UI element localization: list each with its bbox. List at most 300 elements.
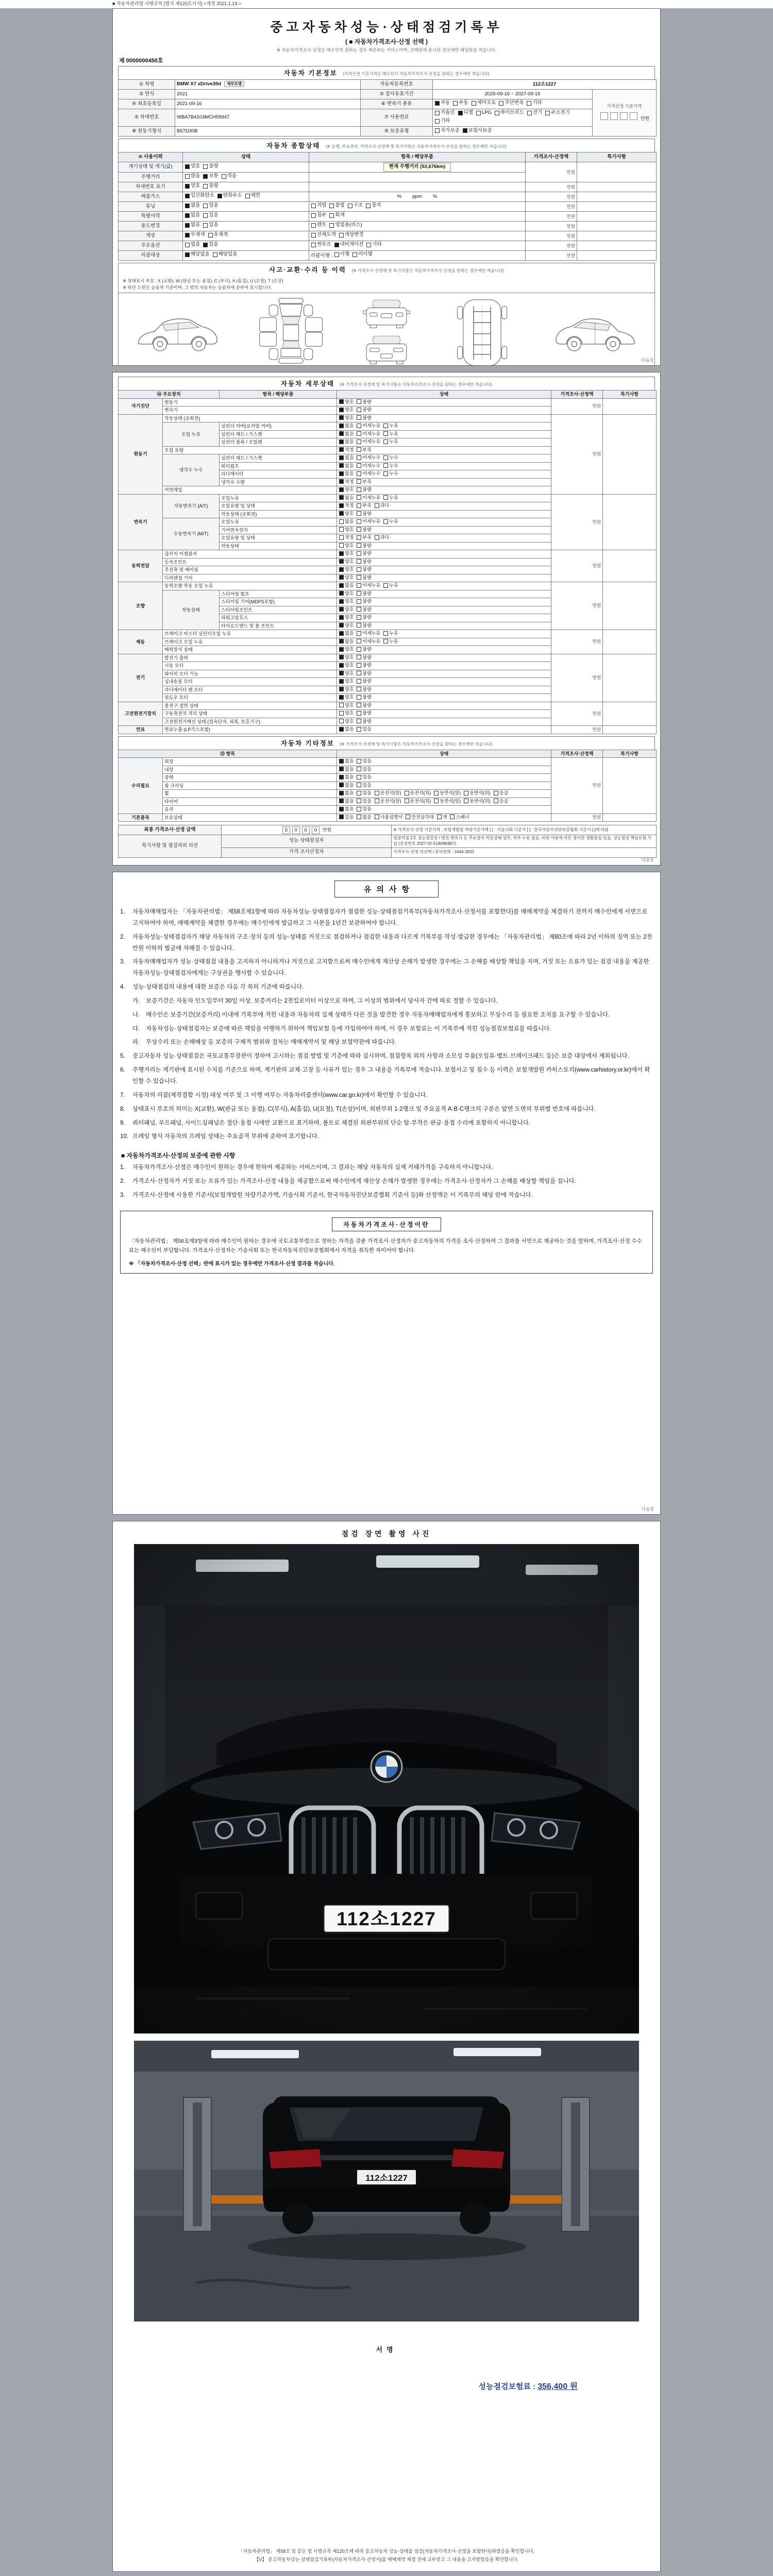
checkbox-unchecked[interactable] xyxy=(375,502,389,509)
checkbox-unchecked[interactable] xyxy=(203,212,218,219)
checkbox-checked[interactable] xyxy=(339,678,354,684)
option-cell[interactable] xyxy=(337,662,551,670)
checkbox-checked[interactable] xyxy=(339,646,354,652)
checkbox-unchecked[interactable] xyxy=(357,558,371,565)
checkbox-label: 누유 xyxy=(389,519,398,524)
checkbox-unchecked[interactable] xyxy=(375,790,401,796)
checkbox-unchecked[interactable] xyxy=(339,710,354,716)
option-cell[interactable] xyxy=(337,518,551,527)
option-cell[interactable] xyxy=(183,222,309,231)
checkbox-unchecked[interactable] xyxy=(405,798,431,804)
checkbox-unchecked[interactable] xyxy=(357,694,371,700)
checkbox-unchecked[interactable] xyxy=(357,654,371,660)
option-cell[interactable] xyxy=(337,454,551,463)
option-cell[interactable] xyxy=(183,212,309,222)
checkbox-checked[interactable] xyxy=(339,758,354,764)
option-cell[interactable] xyxy=(337,606,551,614)
checkbox-unchecked[interactable] xyxy=(357,422,380,429)
option-cell[interactable] xyxy=(433,99,593,109)
checkbox-unchecked[interactable] xyxy=(357,710,371,716)
checkbox-box-icon xyxy=(366,243,371,247)
checkbox-unchecked[interactable] xyxy=(357,470,380,477)
option-cell[interactable] xyxy=(337,462,551,470)
checkbox-unchecked[interactable] xyxy=(434,798,461,804)
option-cell[interactable] xyxy=(337,622,551,630)
option-cell[interactable] xyxy=(337,542,551,550)
cell-text: ① 차명 xyxy=(139,81,155,87)
checkbox-unchecked[interactable] xyxy=(357,479,371,485)
cell xyxy=(163,638,337,646)
checkbox-unchecked[interactable] xyxy=(357,806,371,812)
checkbox-box-icon xyxy=(357,599,361,604)
checkbox-checked[interactable] xyxy=(458,110,473,116)
checkbox-checked[interactable] xyxy=(334,242,364,248)
option-cell[interactable] xyxy=(309,231,526,241)
checkbox-unchecked[interactable] xyxy=(357,511,371,517)
checkbox-unchecked[interactable] xyxy=(357,766,371,772)
checkbox-unchecked[interactable] xyxy=(383,638,398,645)
option-cell[interactable] xyxy=(337,654,551,662)
option-cell[interactable] xyxy=(337,550,551,558)
cell-text: 오일 유량 xyxy=(164,447,184,453)
checkbox-unchecked[interactable] xyxy=(185,173,200,180)
checkbox-unchecked[interactable] xyxy=(375,814,402,820)
checkbox-label: 누유 xyxy=(389,638,398,644)
checkbox-checked[interactable] xyxy=(339,798,354,804)
checkbox-unchecked[interactable] xyxy=(435,128,460,134)
checkbox-unchecked[interactable] xyxy=(357,534,371,540)
checkbox-checked[interactable] xyxy=(435,100,450,107)
checkbox-checked[interactable] xyxy=(339,438,354,445)
option-cell[interactable] xyxy=(337,702,551,710)
checkbox-checked[interactable] xyxy=(339,447,354,453)
checkbox-unchecked[interactable] xyxy=(329,222,362,229)
checkbox-checked[interactable] xyxy=(339,495,354,501)
option-cell[interactable] xyxy=(433,109,593,127)
checkbox-unchecked[interactable] xyxy=(435,110,455,116)
checkbox-checked[interactable] xyxy=(339,415,354,421)
option-cell[interactable] xyxy=(337,534,551,543)
checkbox-checked[interactable] xyxy=(339,814,354,820)
next-page-marker[interactable]: 다음장 xyxy=(641,1506,654,1512)
checkbox-unchecked[interactable] xyxy=(453,100,468,107)
checkbox-box-icon xyxy=(203,174,208,179)
checkbox-unchecked[interactable] xyxy=(357,574,371,581)
checkbox-unchecked[interactable] xyxy=(357,622,371,629)
option-cell[interactable] xyxy=(337,790,551,798)
option-cell[interactable] xyxy=(337,646,551,654)
checkbox-unchecked[interactable] xyxy=(476,110,492,116)
checkbox-checked[interactable] xyxy=(339,431,354,437)
option-cell[interactable] xyxy=(337,446,551,454)
checkbox-unchecked[interactable] xyxy=(213,251,238,258)
checkbox-checked[interactable] xyxy=(185,232,205,239)
checkbox-unchecked[interactable] xyxy=(357,463,380,469)
checkbox-unchecked[interactable] xyxy=(437,814,447,820)
checkbox-unchecked[interactable] xyxy=(357,415,371,421)
checkbox-box-icon xyxy=(383,423,388,428)
checkbox-unchecked[interactable] xyxy=(311,222,326,229)
checkbox-checked[interactable] xyxy=(185,202,200,209)
checkbox-unchecked[interactable] xyxy=(334,251,349,258)
checkbox-unchecked[interactable] xyxy=(357,630,380,636)
checkbox-unchecked[interactable] xyxy=(406,814,433,820)
checkbox-checked[interactable] xyxy=(339,463,354,469)
checkbox-label: 양호 xyxy=(345,551,354,556)
checkbox-checked[interactable] xyxy=(339,806,354,812)
option-cell[interactable] xyxy=(337,718,551,726)
checkbox-label: 적정 xyxy=(345,447,354,452)
checkbox-label: 있음 xyxy=(362,726,372,732)
option-cell[interactable] xyxy=(337,814,551,822)
checkbox-unchecked[interactable] xyxy=(383,470,398,477)
checkbox-unchecked[interactable] xyxy=(357,670,371,676)
option-cell[interactable] xyxy=(337,686,551,694)
checkbox-unchecked[interactable] xyxy=(357,550,371,556)
checkbox-checked[interactable] xyxy=(339,630,354,636)
checkbox-checked[interactable] xyxy=(339,622,354,629)
checkbox-unchecked[interactable] xyxy=(405,790,431,796)
checkbox-unchecked[interactable] xyxy=(545,110,570,116)
checkbox-unchecked[interactable] xyxy=(357,486,371,493)
checkbox-unchecked[interactable] xyxy=(464,798,491,804)
option-cell[interactable] xyxy=(337,494,551,502)
checkbox-unchecked[interactable] xyxy=(357,518,380,524)
checkbox-checked[interactable] xyxy=(339,406,354,413)
checkbox-checked[interactable] xyxy=(203,242,218,248)
checkbox-unchecked[interactable] xyxy=(339,527,354,533)
option-cell[interactable] xyxy=(337,630,551,638)
checkbox-label: 불량 xyxy=(362,567,372,572)
checkbox-checked[interactable] xyxy=(185,212,200,219)
checkbox-unchecked[interactable] xyxy=(357,438,380,445)
checkbox-unchecked[interactable] xyxy=(357,686,371,692)
checkbox-label: 누유 xyxy=(389,583,398,588)
option-cell[interactable] xyxy=(183,162,309,173)
checkbox-checked[interactable] xyxy=(339,694,354,700)
checkbox-checked[interactable] xyxy=(339,454,354,461)
checkbox-unchecked[interactable] xyxy=(383,438,398,445)
checkbox-unchecked[interactable] xyxy=(348,202,363,209)
checkbox-unchecked[interactable] xyxy=(357,606,371,613)
checkbox-checked[interactable] xyxy=(339,582,354,588)
cell xyxy=(163,678,337,686)
option-cell[interactable] xyxy=(337,438,551,447)
option-cell[interactable] xyxy=(337,526,551,534)
checkbox-label: 안전삼각대 xyxy=(411,814,434,820)
checkbox-unchecked[interactable] xyxy=(329,202,344,209)
option-cell[interactable] xyxy=(337,502,551,511)
checkbox-unchecked[interactable] xyxy=(435,118,450,125)
checkbox-checked[interactable] xyxy=(463,128,492,134)
checkbox-box-icon xyxy=(357,815,361,819)
checkbox-unchecked[interactable] xyxy=(357,678,371,684)
checkbox-checked[interactable] xyxy=(339,774,354,780)
detail-model-tag[interactable]: 세부모델 xyxy=(224,81,244,87)
checkbox-unchecked[interactable] xyxy=(203,222,218,229)
checkbox-unchecked[interactable] xyxy=(357,399,371,405)
checkbox-label: 디젤 xyxy=(463,110,473,115)
checkbox-checked[interactable] xyxy=(339,614,354,620)
checkbox-box-icon xyxy=(357,655,361,659)
option-cell[interactable] xyxy=(337,406,551,415)
option-cell[interactable] xyxy=(337,582,551,590)
option-cell[interactable] xyxy=(337,470,551,479)
checkbox-checked[interactable] xyxy=(339,726,354,732)
option-cell[interactable] xyxy=(183,192,309,202)
checkbox-unchecked[interactable] xyxy=(311,212,326,219)
checkbox-unchecked[interactable] xyxy=(366,242,381,248)
option-cell[interactable] xyxy=(337,774,551,782)
checkbox-checked[interactable] xyxy=(339,654,354,660)
checkbox-unchecked[interactable] xyxy=(527,110,542,116)
checkbox-unchecked[interactable] xyxy=(357,543,371,549)
checkbox-checked[interactable] xyxy=(185,222,200,229)
checkbox-unchecked[interactable] xyxy=(464,790,491,796)
checkbox-unchecked[interactable] xyxy=(383,431,398,437)
checkbox-unchecked[interactable] xyxy=(245,193,260,199)
checkbox-checked[interactable] xyxy=(339,470,354,477)
checkbox-checked[interactable] xyxy=(203,173,218,180)
option-cell[interactable] xyxy=(337,566,551,574)
checkbox-box-icon xyxy=(339,615,344,620)
checkbox-label: 사용설명서 xyxy=(380,814,403,820)
checkbox-unchecked[interactable] xyxy=(499,100,524,107)
option-cell[interactable] xyxy=(309,212,526,222)
checkbox-box-icon xyxy=(339,815,344,819)
option-cell[interactable] xyxy=(309,202,526,212)
checkbox-checked[interactable] xyxy=(339,670,354,676)
checkbox-checked[interactable] xyxy=(339,399,354,405)
checkbox-checked[interactable] xyxy=(339,766,354,772)
checkbox-unchecked[interactable] xyxy=(357,758,371,764)
checkbox-unchecked[interactable] xyxy=(357,447,371,453)
option-cell[interactable] xyxy=(337,798,551,806)
option-cell[interactable] xyxy=(183,202,309,212)
checkbox-unchecked[interactable] xyxy=(203,202,218,209)
checkbox-unchecked[interactable] xyxy=(357,662,371,668)
checkbox-label: 장치 xyxy=(372,202,381,209)
option-cell[interactable] xyxy=(183,231,309,241)
option-cell[interactable] xyxy=(337,486,551,495)
option-cell[interactable] xyxy=(183,251,309,261)
checkbox-unchecked[interactable] xyxy=(383,495,398,501)
checkbox-unchecked[interactable] xyxy=(357,406,371,413)
option-cell[interactable] xyxy=(337,478,551,486)
checkbox-unchecked[interactable] xyxy=(339,232,364,239)
checkbox-unchecked[interactable] xyxy=(222,173,237,180)
checkbox-checked[interactable] xyxy=(339,566,354,572)
checkbox-checked[interactable] xyxy=(339,638,354,645)
checkbox-unchecked[interactable] xyxy=(208,232,228,239)
checkbox-unchecked[interactable] xyxy=(357,646,371,652)
checkbox-checked[interactable] xyxy=(217,193,242,199)
checkbox-unchecked[interactable] xyxy=(375,534,389,540)
checkbox-label: 없음 xyxy=(345,471,354,477)
option-cell[interactable] xyxy=(183,241,309,251)
checkbox-checked[interactable] xyxy=(339,662,354,668)
cell-text: ⑩ 사용이력 xyxy=(138,154,163,160)
checkbox-label: 누유 xyxy=(389,423,398,429)
checkbox-label: 미세누수 xyxy=(362,463,381,468)
checkbox-unchecked[interactable] xyxy=(339,718,354,724)
cell xyxy=(163,414,337,422)
checkbox-unchecked[interactable] xyxy=(357,638,380,645)
checkbox-unchecked[interactable] xyxy=(383,630,398,636)
checkbox-unchecked[interactable] xyxy=(494,790,508,796)
checkbox-unchecked[interactable] xyxy=(357,814,371,820)
checkbox-unchecked[interactable] xyxy=(357,495,380,501)
car-diagram-side-left xyxy=(133,304,223,361)
option-cell[interactable] xyxy=(433,127,593,137)
checkbox-checked[interactable] xyxy=(339,686,354,692)
checkbox-unchecked[interactable] xyxy=(339,543,354,549)
option-cell[interactable] xyxy=(337,766,551,774)
checkbox-box-icon xyxy=(495,111,499,115)
checkbox-unchecked[interactable] xyxy=(357,590,371,597)
table-row xyxy=(119,192,657,202)
option-cell[interactable] xyxy=(337,710,551,718)
checkbox-unchecked[interactable] xyxy=(357,502,371,509)
option-cell[interactable] xyxy=(337,574,551,582)
option-cell[interactable] xyxy=(309,222,526,231)
cell-text: 가격·조사산정자 xyxy=(289,849,324,855)
checkbox-unchecked[interactable] xyxy=(383,582,398,588)
cell xyxy=(526,231,577,241)
cell-text: 실린더 헤드 / 가스켓 xyxy=(221,455,262,461)
option-cell[interactable] xyxy=(337,726,551,734)
cell-text: 광택 xyxy=(164,775,174,781)
option-cell[interactable] xyxy=(337,694,551,702)
option-cell[interactable] xyxy=(337,430,551,438)
option-cell[interactable] xyxy=(309,251,526,261)
option-cell[interactable] xyxy=(337,678,551,686)
option-cell[interactable] xyxy=(337,414,551,422)
checkbox-unchecked[interactable] xyxy=(339,518,354,524)
checkbox-unchecked[interactable] xyxy=(203,163,218,170)
checkbox-unchecked[interactable] xyxy=(357,782,371,788)
checkbox-label: 가솔린 xyxy=(441,110,455,115)
checkbox-unchecked[interactable] xyxy=(357,798,371,804)
cell-text: 실내송풍 모터 xyxy=(164,679,193,685)
checkbox-unchecked[interactable] xyxy=(472,100,496,107)
checkbox-unchecked[interactable] xyxy=(527,100,542,107)
checkbox-unchecked[interactable] xyxy=(357,702,371,708)
checkbox-checked[interactable] xyxy=(185,251,210,258)
checkbox-checked[interactable] xyxy=(339,486,354,493)
checkbox-unchecked[interactable] xyxy=(434,790,461,796)
option-cell[interactable] xyxy=(337,398,551,406)
checkbox-box-icon xyxy=(545,111,550,115)
checkbox-unchecked[interactable] xyxy=(339,534,354,540)
checkbox-checked[interactable] xyxy=(339,502,354,509)
checkbox-unchecked[interactable] xyxy=(375,798,401,804)
checkbox-unchecked[interactable] xyxy=(357,718,371,724)
checkbox-unchecked[interactable] xyxy=(329,212,344,219)
option-cell[interactable] xyxy=(309,241,526,251)
option-cell[interactable] xyxy=(337,614,551,622)
checkbox-unchecked[interactable] xyxy=(311,242,331,248)
option-cell[interactable] xyxy=(337,806,551,814)
checkbox-unchecked[interactable] xyxy=(383,454,398,461)
checkbox-unchecked[interactable] xyxy=(357,431,380,437)
checkbox-checked[interactable] xyxy=(339,598,354,604)
cell-text: 특기사항 xyxy=(620,392,638,397)
checkbox-checked[interactable] xyxy=(339,790,354,796)
checkbox-checked[interactable] xyxy=(339,590,354,597)
checkbox-checked[interactable] xyxy=(185,163,200,170)
option-cell[interactable] xyxy=(337,782,551,790)
cell xyxy=(163,710,337,718)
checkbox-checked[interactable] xyxy=(339,479,354,485)
option-cell[interactable] xyxy=(337,510,551,518)
next-page-marker[interactable]: 다음장 xyxy=(641,358,654,363)
checkbox-unchecked[interactable] xyxy=(357,598,371,604)
option-cell[interactable] xyxy=(337,638,551,646)
checkbox-unchecked[interactable] xyxy=(203,183,218,190)
car-diagram-top-unfolded xyxy=(248,297,333,366)
checkbox-checked[interactable] xyxy=(339,558,354,565)
checkbox-checked[interactable] xyxy=(339,422,354,429)
checkbox-box-icon xyxy=(383,439,388,444)
checkbox-unchecked[interactable] xyxy=(357,726,371,732)
checkbox-unchecked[interactable] xyxy=(352,251,373,258)
checkbox-checked[interactable] xyxy=(185,183,200,190)
checkbox-unchecked[interactable] xyxy=(357,582,380,588)
checkbox-label: 양호 xyxy=(191,163,200,169)
checkbox-box-icon xyxy=(203,204,208,208)
option-cell[interactable] xyxy=(337,590,551,598)
option-cell[interactable] xyxy=(337,422,551,431)
checkbox-label: 썬루프 xyxy=(317,242,331,248)
checkbox-unchecked[interactable] xyxy=(494,798,508,804)
option-cell[interactable] xyxy=(337,558,551,566)
checkbox-checked[interactable] xyxy=(339,782,354,788)
checkbox-unchecked[interactable] xyxy=(311,202,326,209)
cell-text: 연료 xyxy=(136,727,145,733)
checkbox-checked[interactable] xyxy=(339,606,354,613)
checkbox-unchecked[interactable] xyxy=(495,110,524,116)
checkbox-checked[interactable] xyxy=(339,574,354,581)
checkbox-unchecked[interactable] xyxy=(357,566,371,572)
checkbox-unchecked[interactable] xyxy=(357,614,371,620)
checkbox-checked[interactable] xyxy=(339,550,354,556)
option-cell[interactable] xyxy=(183,182,309,192)
checkbox-checked[interactable] xyxy=(185,193,214,199)
checkbox-unchecked[interactable] xyxy=(185,242,200,248)
checkbox-unchecked[interactable] xyxy=(357,790,371,796)
option-cell[interactable] xyxy=(337,758,551,766)
checkbox-unchecked[interactable] xyxy=(383,518,398,524)
checkbox-unchecked[interactable] xyxy=(450,814,469,820)
checkbox-unchecked[interactable] xyxy=(357,454,380,461)
next-page-marker[interactable]: 다음장 xyxy=(641,857,654,862)
checkbox-unchecked[interactable] xyxy=(366,202,381,209)
checkbox-checked[interactable] xyxy=(339,511,354,517)
checkbox-unchecked[interactable] xyxy=(383,463,398,469)
checkbox-unchecked[interactable] xyxy=(383,422,398,429)
checkbox-box-icon xyxy=(357,775,361,779)
option-cell[interactable] xyxy=(183,173,309,182)
cell-text: 만원 xyxy=(566,243,575,248)
info-box-text: 「자동차관리법」 제58조제3항에 따라 매수인이 원하는 경우에 국토교통부령으로 정하는 자격을 갖춘 가격조사·산정자가 중고자동차의 가격을 조사·산정하여 그 결과를 서면으로 제공하는 것을 말하며, 가격조사·산정 수수료는 매수인이 부담합니다. 가격조사·산정자는 기술사회 또는 한국자동차진단보증협회에서 자격을 취득한 자이어야 합니다. xyxy=(129,1238,642,1254)
checkbox-unchecked[interactable] xyxy=(357,774,371,780)
checkbox-unchecked[interactable] xyxy=(339,702,354,708)
checkbox-unchecked[interactable] xyxy=(357,527,371,533)
checkbox-unchecked[interactable] xyxy=(311,232,336,239)
option-cell[interactable] xyxy=(337,598,551,606)
option-cell[interactable] xyxy=(337,670,551,678)
